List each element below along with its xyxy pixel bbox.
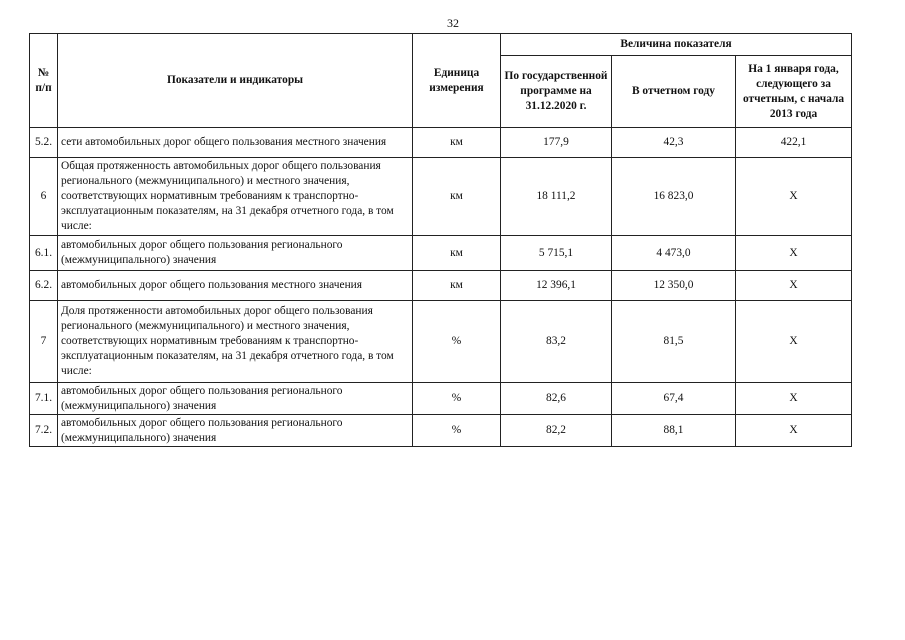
row-since-2013-value: X	[736, 301, 852, 383]
row-since-2013-value: X	[736, 236, 852, 271]
row-num: 7.1.	[30, 383, 58, 415]
table-row	[30, 236, 852, 271]
row-description: автомобильных дорог общего пользования местного значения	[58, 271, 413, 301]
row-program-value: 5 715,1	[501, 236, 612, 271]
row-num: 6.1.	[30, 236, 58, 271]
indicators-table	[29, 33, 852, 447]
row-program-value: 83,2	[501, 301, 612, 383]
row-unit: %	[413, 415, 501, 447]
row-unit: км	[413, 128, 501, 158]
header-group: Величина показателя	[501, 34, 852, 56]
row-unit: %	[413, 383, 501, 415]
row-since-2013-value: X	[736, 271, 852, 301]
row-report-year-value: 42,3	[612, 128, 736, 158]
row-report-year-value: 12 350,0	[612, 271, 736, 301]
header-num: № п/п	[30, 34, 58, 128]
table-row	[30, 271, 852, 301]
row-num: 6	[30, 158, 58, 236]
header-report-year: В отчетном году	[612, 56, 736, 128]
table-row	[30, 301, 852, 383]
row-num: 7.2.	[30, 415, 58, 447]
row-program-value: 12 396,1	[501, 271, 612, 301]
header-unit: Единица измерения	[413, 34, 501, 128]
header-since-2013: На 1 января года, следующего за отчетным, с начала 2013 года	[736, 56, 852, 128]
row-since-2013-value: X	[736, 158, 852, 236]
page-number: 32	[447, 16, 459, 30]
row-since-2013-value: X	[736, 383, 852, 415]
row-program-value: 177,9	[501, 128, 612, 158]
row-report-year-value: 16 823,0	[612, 158, 736, 236]
row-report-year-value: 67,4	[612, 383, 736, 415]
header-row-1	[30, 34, 852, 56]
header-program: По государственной программе на 31.12.2020 г.	[501, 56, 612, 128]
row-description: Доля протяженности автомобильных дорог общего пользования регионального (межмуниципального) и местного значения, соответствующих нормативным требованиям к транспортно-эксплуатационным показателям, на 31 декабря отчетного года, в том числе:	[58, 301, 413, 383]
row-num: 7	[30, 301, 58, 383]
header-indicator: Показатели и индикаторы	[58, 34, 413, 128]
table-row	[30, 128, 852, 158]
row-num: 5.2.	[30, 128, 58, 158]
row-description: сети автомобильных дорог общего пользования местного значения	[58, 128, 413, 158]
row-unit: км	[413, 158, 501, 236]
row-description: Общая протяженность автомобильных дорог общего пользования регионального (межмуниципального) и местного значения, соответствующих нормативным требованиям к транспортно-эксплуатационным показателям, на 31 декабря отчетного года, в том числе:	[58, 158, 413, 236]
row-program-value: 82,2	[501, 415, 612, 447]
row-program-value: 82,6	[501, 383, 612, 415]
row-description: автомобильных дорог общего пользования регионального (межмуниципального) значения	[58, 383, 413, 415]
row-description: автомобильных дорог общего пользования регионального (межмуниципального) значения	[58, 236, 413, 271]
row-report-year-value: 88,1	[612, 415, 736, 447]
row-report-year-value: 81,5	[612, 301, 736, 383]
row-unit: км	[413, 271, 501, 301]
table-row	[30, 383, 852, 415]
row-since-2013-value: X	[736, 415, 852, 447]
row-description: автомобильных дорог общего пользования регионального (межмуниципального) значения	[58, 415, 413, 447]
row-since-2013-value: 422,1	[736, 128, 852, 158]
row-report-year-value: 4 473,0	[612, 236, 736, 271]
row-num: 6.2.	[30, 271, 58, 301]
row-unit: км	[413, 236, 501, 271]
row-unit: %	[413, 301, 501, 383]
row-program-value: 18 111,2	[501, 158, 612, 236]
table-row	[30, 158, 852, 236]
table-row	[30, 415, 852, 447]
